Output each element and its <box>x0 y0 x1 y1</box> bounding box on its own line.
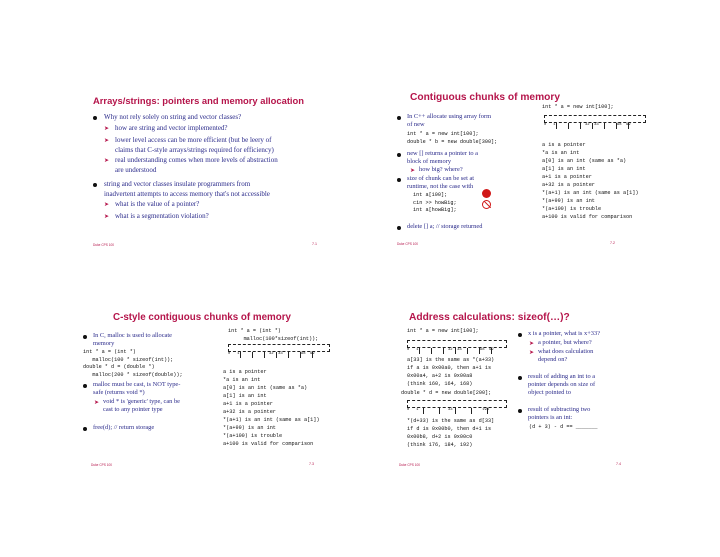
arrow-icon: ➤ <box>104 138 110 144</box>
slide-3-bullet: free(d); // return storage <box>93 424 155 431</box>
slide-4-bullet: pointers is an int: <box>528 414 573 421</box>
strip-ticks: 0 1 32 33 98 99 <box>228 352 315 356</box>
arrow-icon: ➤ <box>529 341 535 347</box>
code-top: int * a = new int[100]; <box>407 328 479 334</box>
memory-strip <box>228 344 330 352</box>
code-left: int * a = new int[100]; double * b = new double[300]; <box>407 131 498 145</box>
slide-2-bullet: In C++ allocate using array form <box>407 113 492 120</box>
slide-4 <box>390 300 650 500</box>
sub-code: (d + 3) - d == _______ <box>529 424 598 430</box>
slide-2-bullet: block of memory <box>407 158 452 165</box>
page-number: 7.1 <box>312 242 317 246</box>
bullet-icon <box>83 427 87 431</box>
bullet-icon <box>518 333 522 337</box>
page-number: 7.4 <box>616 462 621 466</box>
slide-2 <box>390 76 650 276</box>
slide-3-bullet: malloc must be cast, is NOT type- <box>93 381 181 388</box>
code-top: int * a = new int[100]; <box>542 104 614 110</box>
slide-1 <box>80 76 340 276</box>
bullet-icon <box>397 153 401 157</box>
prohibited-icon <box>482 200 491 209</box>
slide-2-sub: how big? where? <box>419 166 463 173</box>
arrow-icon: ➤ <box>529 350 535 356</box>
code-small: int a[100]; cin >> howBig; int a[howBig]; <box>413 192 457 213</box>
strip-ticks: 0 1 32 33 98 99 <box>544 123 631 127</box>
slide-4-sub: a pointer, but where? <box>538 339 592 346</box>
arrow-icon: ➤ <box>104 126 110 132</box>
bullet-icon <box>93 183 97 187</box>
arrow-icon: ➤ <box>104 214 110 220</box>
slide-1-sub: lower level access can be more efficient (but be leery of <box>115 136 272 144</box>
footer: Duke CPS 100 <box>399 463 421 467</box>
slide-2-bullet: new [] returns a pointer to a <box>407 150 478 157</box>
memory-strip-double <box>407 400 507 408</box>
slide-2-bullet: of new <box>407 121 425 128</box>
memory-strip <box>544 115 646 123</box>
memory-strip <box>407 340 507 348</box>
code-bottom: *(d+33) is the same as d[33] if d is 0x00b0, then d+1 is 0x00b8, d+2 is 0x00c0 (think 176, 184, 192) <box>407 418 495 448</box>
slide-1-sub: real understanding comes when more levels of abstraction <box>115 156 278 164</box>
slide-1-bullet: Why not rely solely on string and vector classes? <box>104 113 242 121</box>
slide-3-bullet: In C, malloc is used to allocate <box>93 332 172 339</box>
slide-4-sub: what does calculation <box>538 348 594 355</box>
code-double: double * d = new double[200]; <box>401 390 492 396</box>
slide-4-title: Address calculations: sizeof(…)? <box>409 312 570 323</box>
code-mid: a[33] is the same as *(a+33) if a is 0x00a0, then a+1 is 0x00a4, a+2 is 0x00a8 (think 160, 164, 168) <box>407 357 495 387</box>
footer: Duke CPS 100 <box>93 243 115 247</box>
bullet-icon <box>83 384 87 388</box>
slide-3 <box>80 300 340 500</box>
slide-3-sub: void * is 'generic' type, can be <box>103 398 181 405</box>
strip-ticks: 0 1 32 33 98 99 <box>407 348 494 352</box>
arrow-icon: ➤ <box>104 202 110 208</box>
slide-2-bullet: size of chunk can be set at <box>407 175 475 182</box>
slide-4-bullet: result of subtracting two <box>528 406 591 413</box>
slide-4-sub: depend on? <box>538 356 568 363</box>
bullet-icon <box>397 178 401 182</box>
bullet-icon <box>93 116 97 120</box>
slide-4-bullet: result of adding an int to a <box>528 373 596 380</box>
bullet-icon <box>518 409 522 413</box>
slide-3-bullet: safe (returns void *) <box>93 389 145 396</box>
slide-3-title: C-style contiguous chunks of memory <box>113 312 292 323</box>
code-top: int * a = (int *) malloc(100*sizeof(int)); <box>228 328 319 342</box>
footer: Duke CPS 100 <box>91 463 113 467</box>
slide-1-bullet: inadvertent attempts to access memory that's not accessible <box>104 190 270 198</box>
ok-icon <box>482 189 491 198</box>
bullet-icon <box>397 116 401 120</box>
slide-4-bullet: pointer depends on size of <box>528 381 596 388</box>
bullet-icon <box>83 335 87 339</box>
slide-3-sub: cast to any pointer type <box>103 406 163 413</box>
slide-1-sub: how are string and vector implemented? <box>115 124 228 132</box>
slide-1-sub: what is the value of a pointer? <box>115 200 200 208</box>
slide-1-sub: claims that C-style arrays/strings required for efficiency) <box>115 146 274 154</box>
code-right: a is a pointer *a is an int a[0] is an int (same as *a) a[1] is an int a+1 is a pointer a+32 is a pointer *(a+1) is an int (same as a[1]) *(a+99) is an int *(a+100) is trouble a+100 is valid for comparison <box>223 369 320 447</box>
slide-2-bullet: delete [] a; // storage returned <box>407 223 483 230</box>
slide-1-sub: are understood <box>115 166 157 174</box>
code-right: a is a pointer *a is an int a[0] is an int (same as *a) a[1] is an int a+1 is a pointer a+32 is a pointer *(a+1) is an int (same as a[1]) *(a+99) is an int *(a+100) is trouble a+100 is valid for comparison <box>542 142 639 220</box>
slide-1-title: Arrays/strings: pointers and memory allocation <box>93 95 304 106</box>
slide-2-title: Contiguous chunks of memory <box>410 92 560 103</box>
footer: Duke CPS 100 <box>397 242 419 246</box>
arrow-icon: ➤ <box>94 400 100 406</box>
slide-1-bullet: string and vector classes insulate programmers from <box>104 180 251 188</box>
page-number: 7.2 <box>610 241 615 245</box>
arrow-icon: ➤ <box>410 168 416 174</box>
strip-ticks: 0 1 33 199 <box>407 408 490 412</box>
code-left: int * a = (int *) malloc(100 * sizeof(int)); double * d = (double *) malloc(200 * sizeof(double)); <box>83 349 183 378</box>
bullet-icon <box>397 226 401 230</box>
slide-4-bullet: object pointed to <box>528 389 571 396</box>
slide-4-bullet: x is a pointer, what is x+33? <box>528 330 601 337</box>
bullet-icon <box>518 376 522 380</box>
slide-1-sub: what is a segmentation violation? <box>115 212 209 220</box>
slide-2-bullet: runtime, not the case with <box>407 183 474 190</box>
page-number: 7.3 <box>309 462 314 466</box>
slide-3-bullet: memory <box>93 340 115 347</box>
arrow-icon: ➤ <box>104 158 110 164</box>
